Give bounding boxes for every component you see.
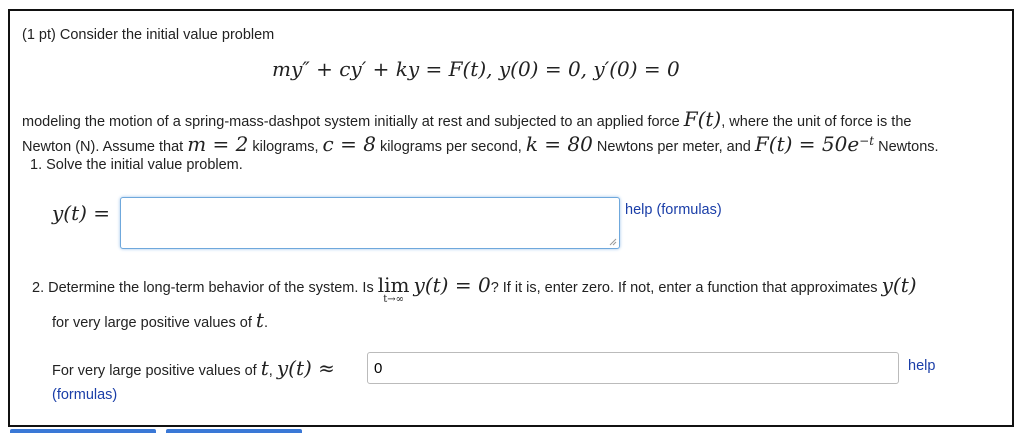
part2-question-line: 2. Determine the long-term behavior of the system. Is lim t→∞ y(t) = 0? If it is, enter zero. If not, enter a function that approximates y(t) [32, 273, 917, 305]
description-line-1: modeling the motion of a spring-mass-dashpot system initially at rest and subjected to an applied force F(t), where the unit of force is the [22, 107, 912, 131]
y-of-t-label: y(t) = [52, 201, 111, 225]
problem-panel [8, 9, 1014, 427]
bottom-tab-2[interactable] [166, 429, 302, 433]
long-term-answer-input[interactable] [367, 352, 899, 384]
resize-grip-icon[interactable] [608, 237, 617, 246]
part2-answer-prompt: For very large positive values of t, y(t) ≈ [52, 356, 335, 380]
limit-expression: lim t→∞ [377, 273, 410, 305]
ivp-equation: my″ + cy′ + ky = F(t), y(0) = 0, y′(0) = 0 [272, 57, 680, 81]
description-line-2: Newton (N). Assume that m = 2 kilograms, c = 8 kilograms per second, k = 80 Newtons per meter, and $F(t) = 50e^{-t}$ Newtons. [22, 132, 939, 156]
formulas-link-2[interactable]: (formulas) [52, 387, 118, 403]
help-formulas-link-1[interactable]: help (formulas) [625, 202, 722, 218]
solution-input[interactable] [120, 197, 620, 249]
help-link-2[interactable]: help [908, 358, 936, 374]
bottom-tab-1[interactable] [10, 429, 156, 433]
part2-question-line-2: for very large positive values of t. [52, 308, 268, 332]
problem-header: (1 pt) Consider the initial value problem [22, 27, 275, 43]
part1-label: 1. Solve the initial value problem. [30, 157, 243, 173]
